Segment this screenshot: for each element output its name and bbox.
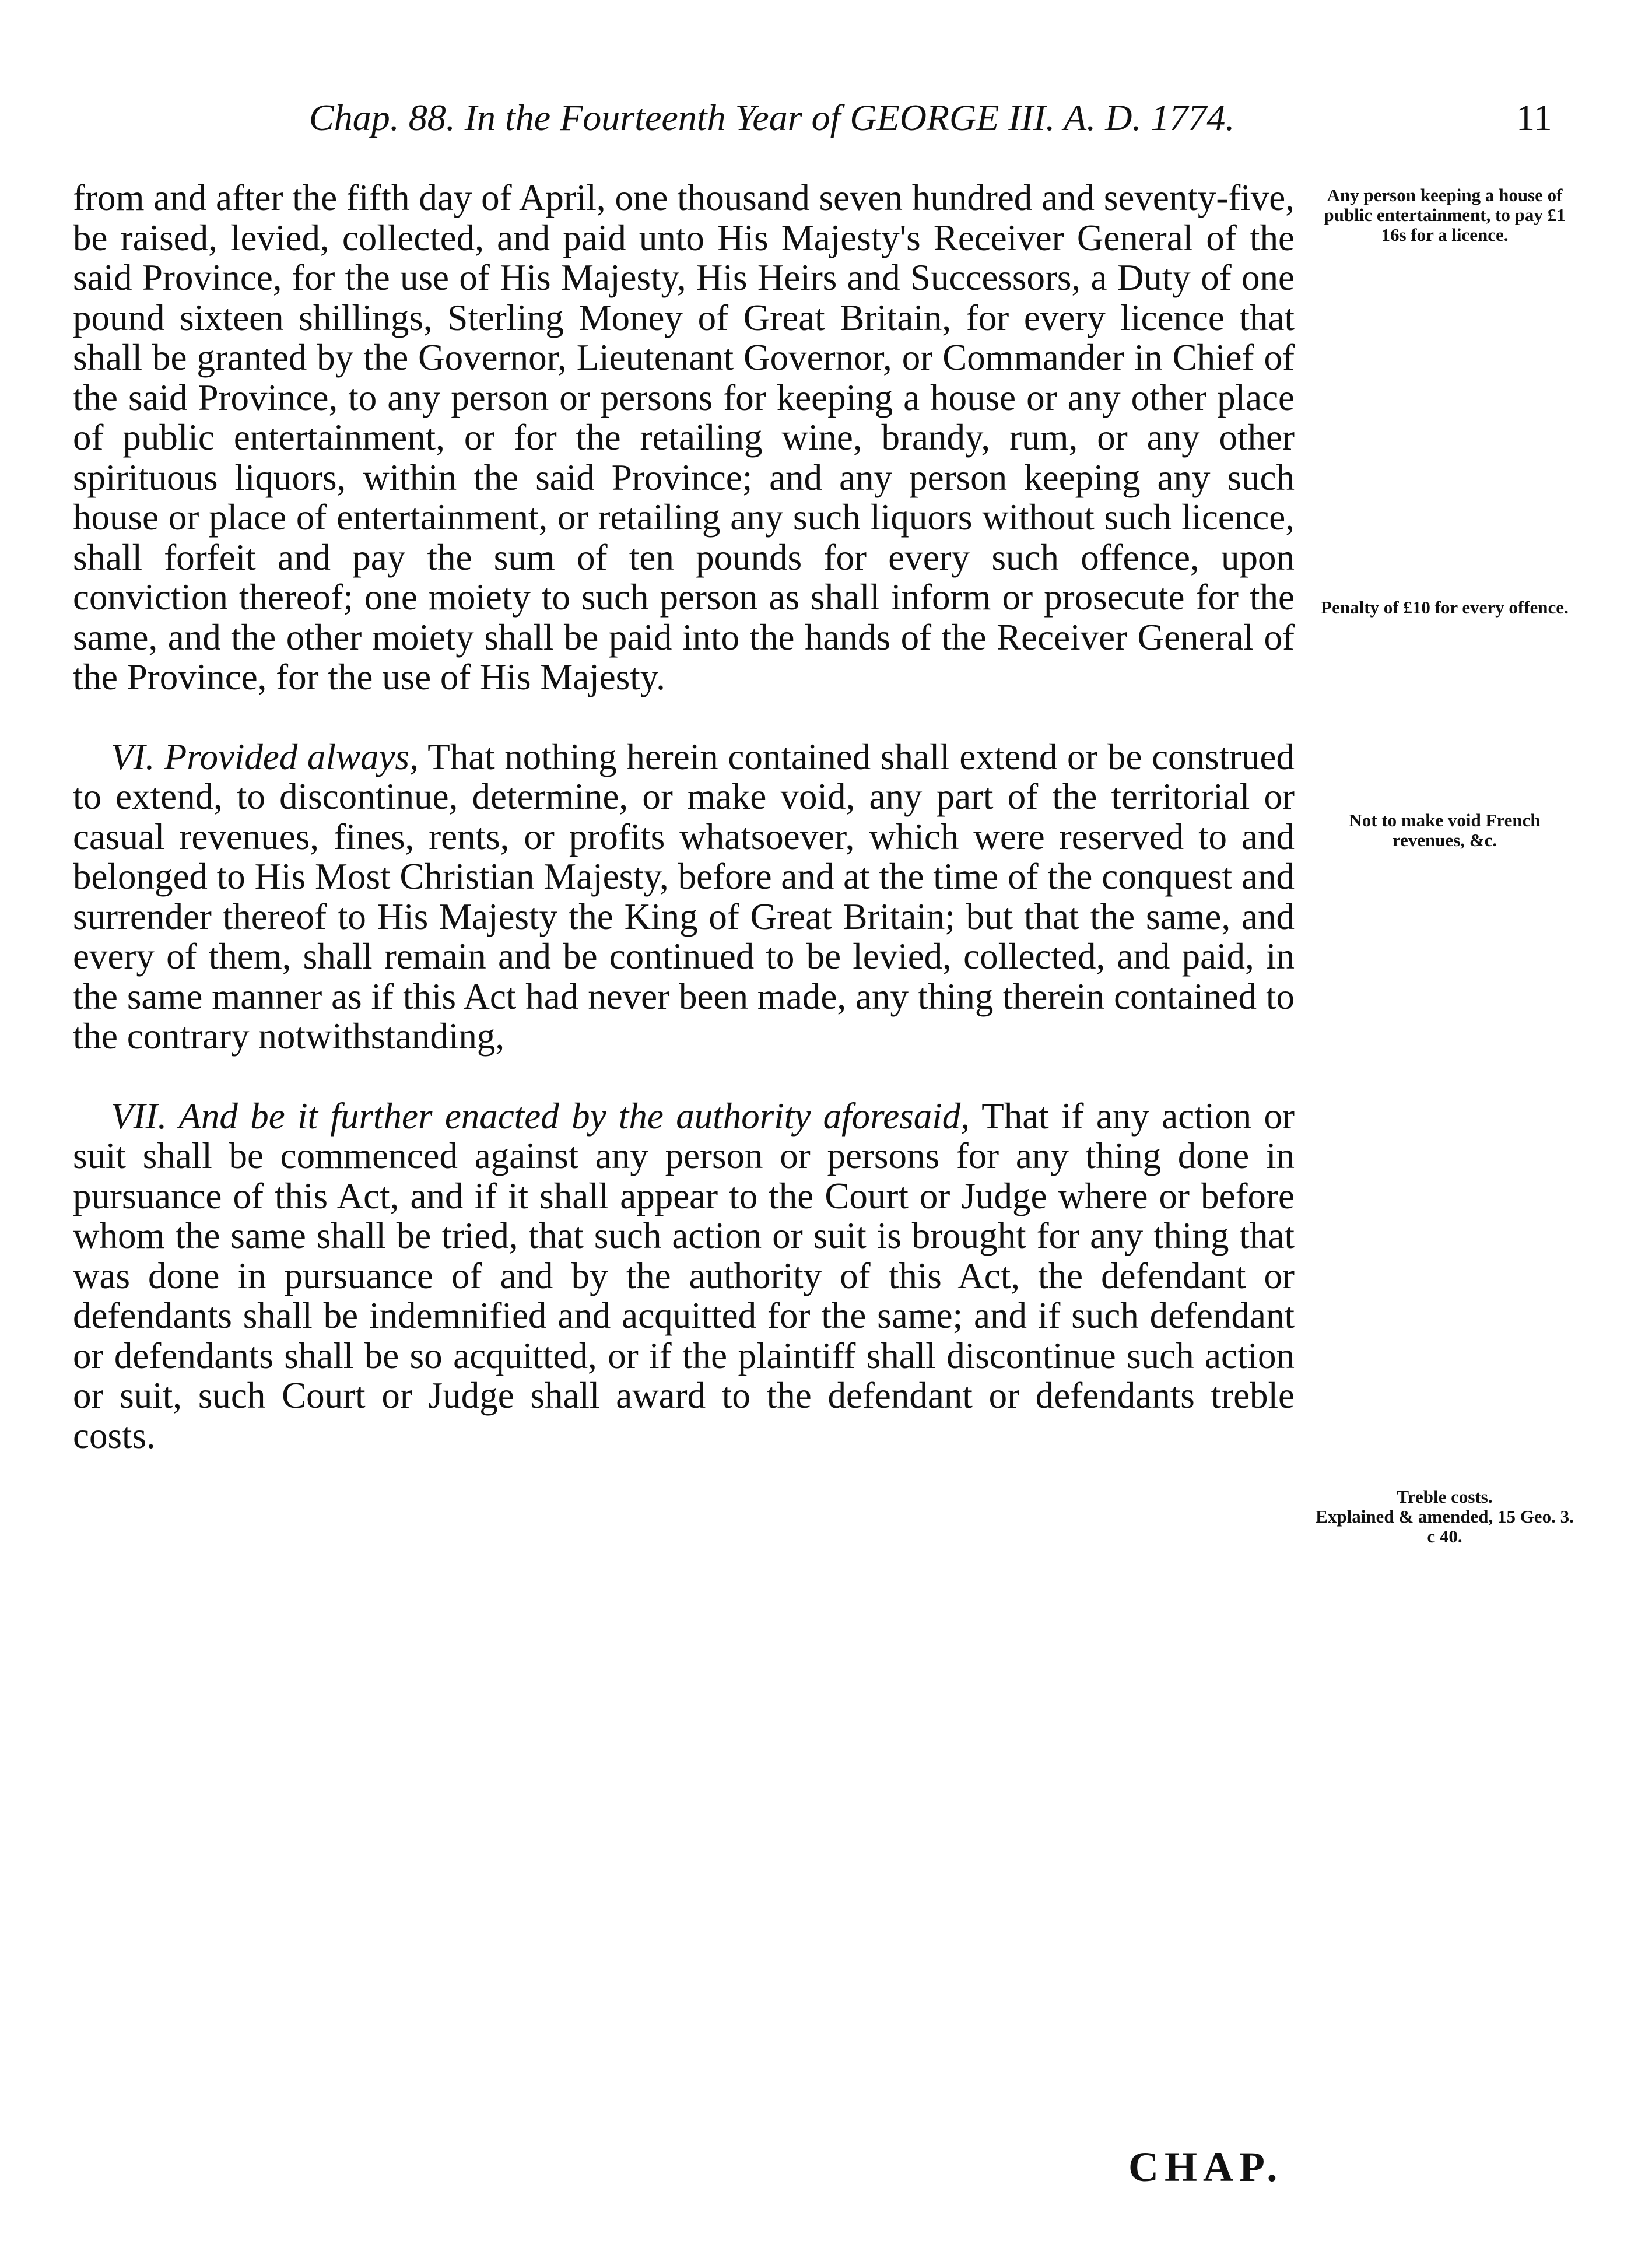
- margin-note-treble-costs-line-1: Treble costs.: [1397, 1486, 1493, 1507]
- paragraph-continuation: from and after the fifth day of April, one thousand seven hundred and seventy-five, be raised, levied, collected, and paid unto His Majesty's Receiver General of the said Province, for the use of His Majesty, His Heirs and Successors, a Duty of one pound sixteen shillings, Sterling Money of Great Britain, for every licence that shall be granted by the Governor, Lieutenant Governor, or Commander in Chief of the said Province, to any person or persons for keeping a house or any other place of public entertainment, or for the retailing wine, brandy, rum, or any other spirituous liquors, within the said Province; and any person keeping any such house or place of entertainment, or retailing any such liquors without such licence, shall forfeit and pay the sum of ten pounds for every such offence, upon conviction thereof; one moiety to such person as shall inform or prosecute for the same, and the other moiety shall be paid into the hands of the Receiver General of the Province, for the use of His Majesty.: [73, 177, 1295, 697]
- section-vii-text: That if any action or suit shall be commenced against any person or persons for any thing done in pursuance of this Act, and if it shall appear to the Court or Judge where or before whom the same shall be tried, that such action or suit is brought for any thing that was done in pursuance of and by the authority of this Act, the defendant or defendants shall be indemnified and acquitted for the same; and if such defendant or defendants shall be so acquitted, or if the plaintiff shall discontinue such action or suit, such Court or Judge shall award to the defendant or defendants treble costs.: [73, 1095, 1295, 1456]
- catchword: CHAP.: [1128, 2144, 1283, 2190]
- running-header: Chap. 88. In the Fourteenth Year of GEORGE III. A. D. 1774.: [309, 97, 1235, 138]
- section-vi-text: That nothing herein contained shall extend or be construed to extend, to discontinue, determine, or make void, any part of the territorial or casual revenues, fines, rents, or profits whatsoever, which were reserved to and belonged to His Most Christian Majesty, before and at the time of the conquest and surrender thereof to His Majesty the King of Great Britain; but that the same, and every of them, shall remain and be continued to be levied, collected, and paid, in the same manner as if this Act had never been made, any thing therein contained to the contrary notwithstanding,: [73, 736, 1295, 1057]
- page-number: 11: [1516, 97, 1552, 138]
- margin-note-penalty: Penalty of £10 for every offence.: [1321, 597, 1569, 618]
- margin-note-treble-costs: [1315, 1487, 1574, 1546]
- section-vi-paragraph: [73, 737, 1295, 1057]
- section-vii-lead: VII. And be it further enacted by the authority aforesaid,: [111, 1095, 970, 1137]
- main-text-column: [73, 178, 1295, 1456]
- section-vi-lead: VI. Provided always,: [111, 736, 419, 777]
- section-vii-paragraph: [73, 1096, 1295, 1456]
- margin-note-treble-costs-line-2: Explained & amended, 15 Geo. 3. c 40.: [1316, 1506, 1574, 1546]
- margin-note-licence-duty: Any person keeping a house of public entertainment, to pay £1 16s for a licence.: [1324, 185, 1566, 245]
- margin-note-french-revenues: Not to make void French revenues, &c.: [1349, 810, 1541, 850]
